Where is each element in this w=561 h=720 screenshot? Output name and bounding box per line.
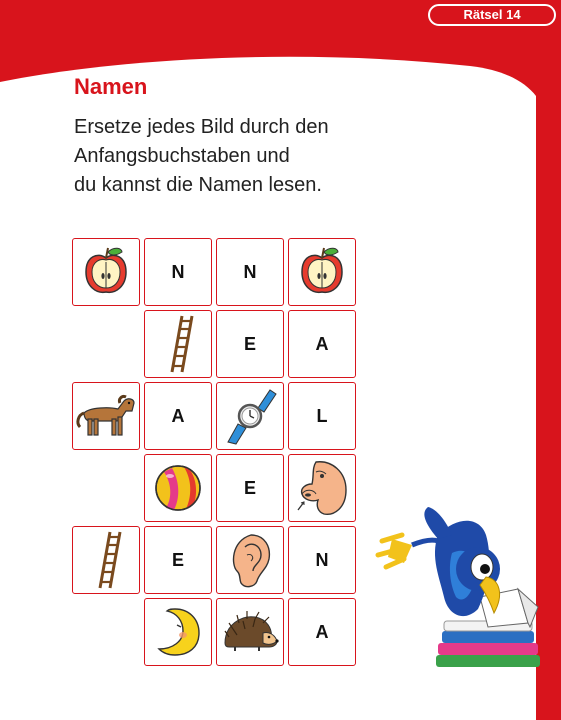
- ball-icon: [152, 462, 204, 514]
- puzzle-cell: [144, 310, 212, 378]
- puzzle-cell: [288, 526, 356, 594]
- instruction-line: Anfangsbuchstaben und: [74, 145, 290, 167]
- puzzle-cell: [144, 382, 212, 450]
- puzzle-cell: [144, 454, 212, 522]
- instructions: [74, 113, 394, 200]
- hedgehog-icon: [219, 609, 281, 655]
- cell-letter: A: [315, 333, 329, 354]
- puzzle-cell: [216, 238, 284, 306]
- cell-letter: E: [171, 549, 184, 570]
- puzzle-cell: [216, 526, 284, 594]
- apple-icon: [78, 244, 134, 300]
- puzzle-cell: [144, 526, 212, 594]
- cell-letter: A: [315, 621, 329, 642]
- instruction-line: du kannst die Namen lesen.: [74, 174, 322, 196]
- puzzle-cell: [216, 310, 284, 378]
- page-title: Namen: [74, 74, 148, 99]
- puzzle-cell: [216, 382, 284, 450]
- cell-letter: E: [243, 333, 256, 354]
- cell-letter: L: [316, 405, 328, 426]
- puzzle-cell: [144, 598, 212, 666]
- ladder-icon: [86, 530, 126, 590]
- puzzle-cell: [72, 382, 140, 450]
- puzzle-cell: [288, 454, 356, 522]
- moon-icon: [153, 605, 203, 659]
- raven-reading-books-icon: [368, 505, 553, 685]
- instruction-line: Ersetze jedes Bild durch den: [74, 116, 329, 138]
- puzzle-cell: [288, 310, 356, 378]
- nose-icon: [292, 458, 352, 518]
- ear-icon: [225, 531, 275, 589]
- puzzle-cell: [72, 238, 140, 306]
- horse-icon: [74, 391, 138, 441]
- ladder-icon: [158, 314, 198, 374]
- cell-letter: A: [171, 405, 185, 426]
- puzzle-cell: [72, 526, 140, 594]
- puzzle-cell: [144, 238, 212, 306]
- puzzle-number-badge: Rätsel 14: [428, 4, 556, 26]
- puzzle-cell: [288, 382, 356, 450]
- puzzle-cell: [216, 454, 284, 522]
- puzzle-cell: [288, 598, 356, 666]
- cell-letter: E: [243, 477, 256, 498]
- puzzle-cell: [288, 238, 356, 306]
- cell-letter: N: [243, 261, 257, 282]
- puzzle-cell: [216, 598, 284, 666]
- watch-icon: [222, 386, 278, 446]
- cell-letter: N: [315, 549, 329, 570]
- apple-icon: [294, 244, 350, 300]
- cell-letter: N: [171, 261, 185, 282]
